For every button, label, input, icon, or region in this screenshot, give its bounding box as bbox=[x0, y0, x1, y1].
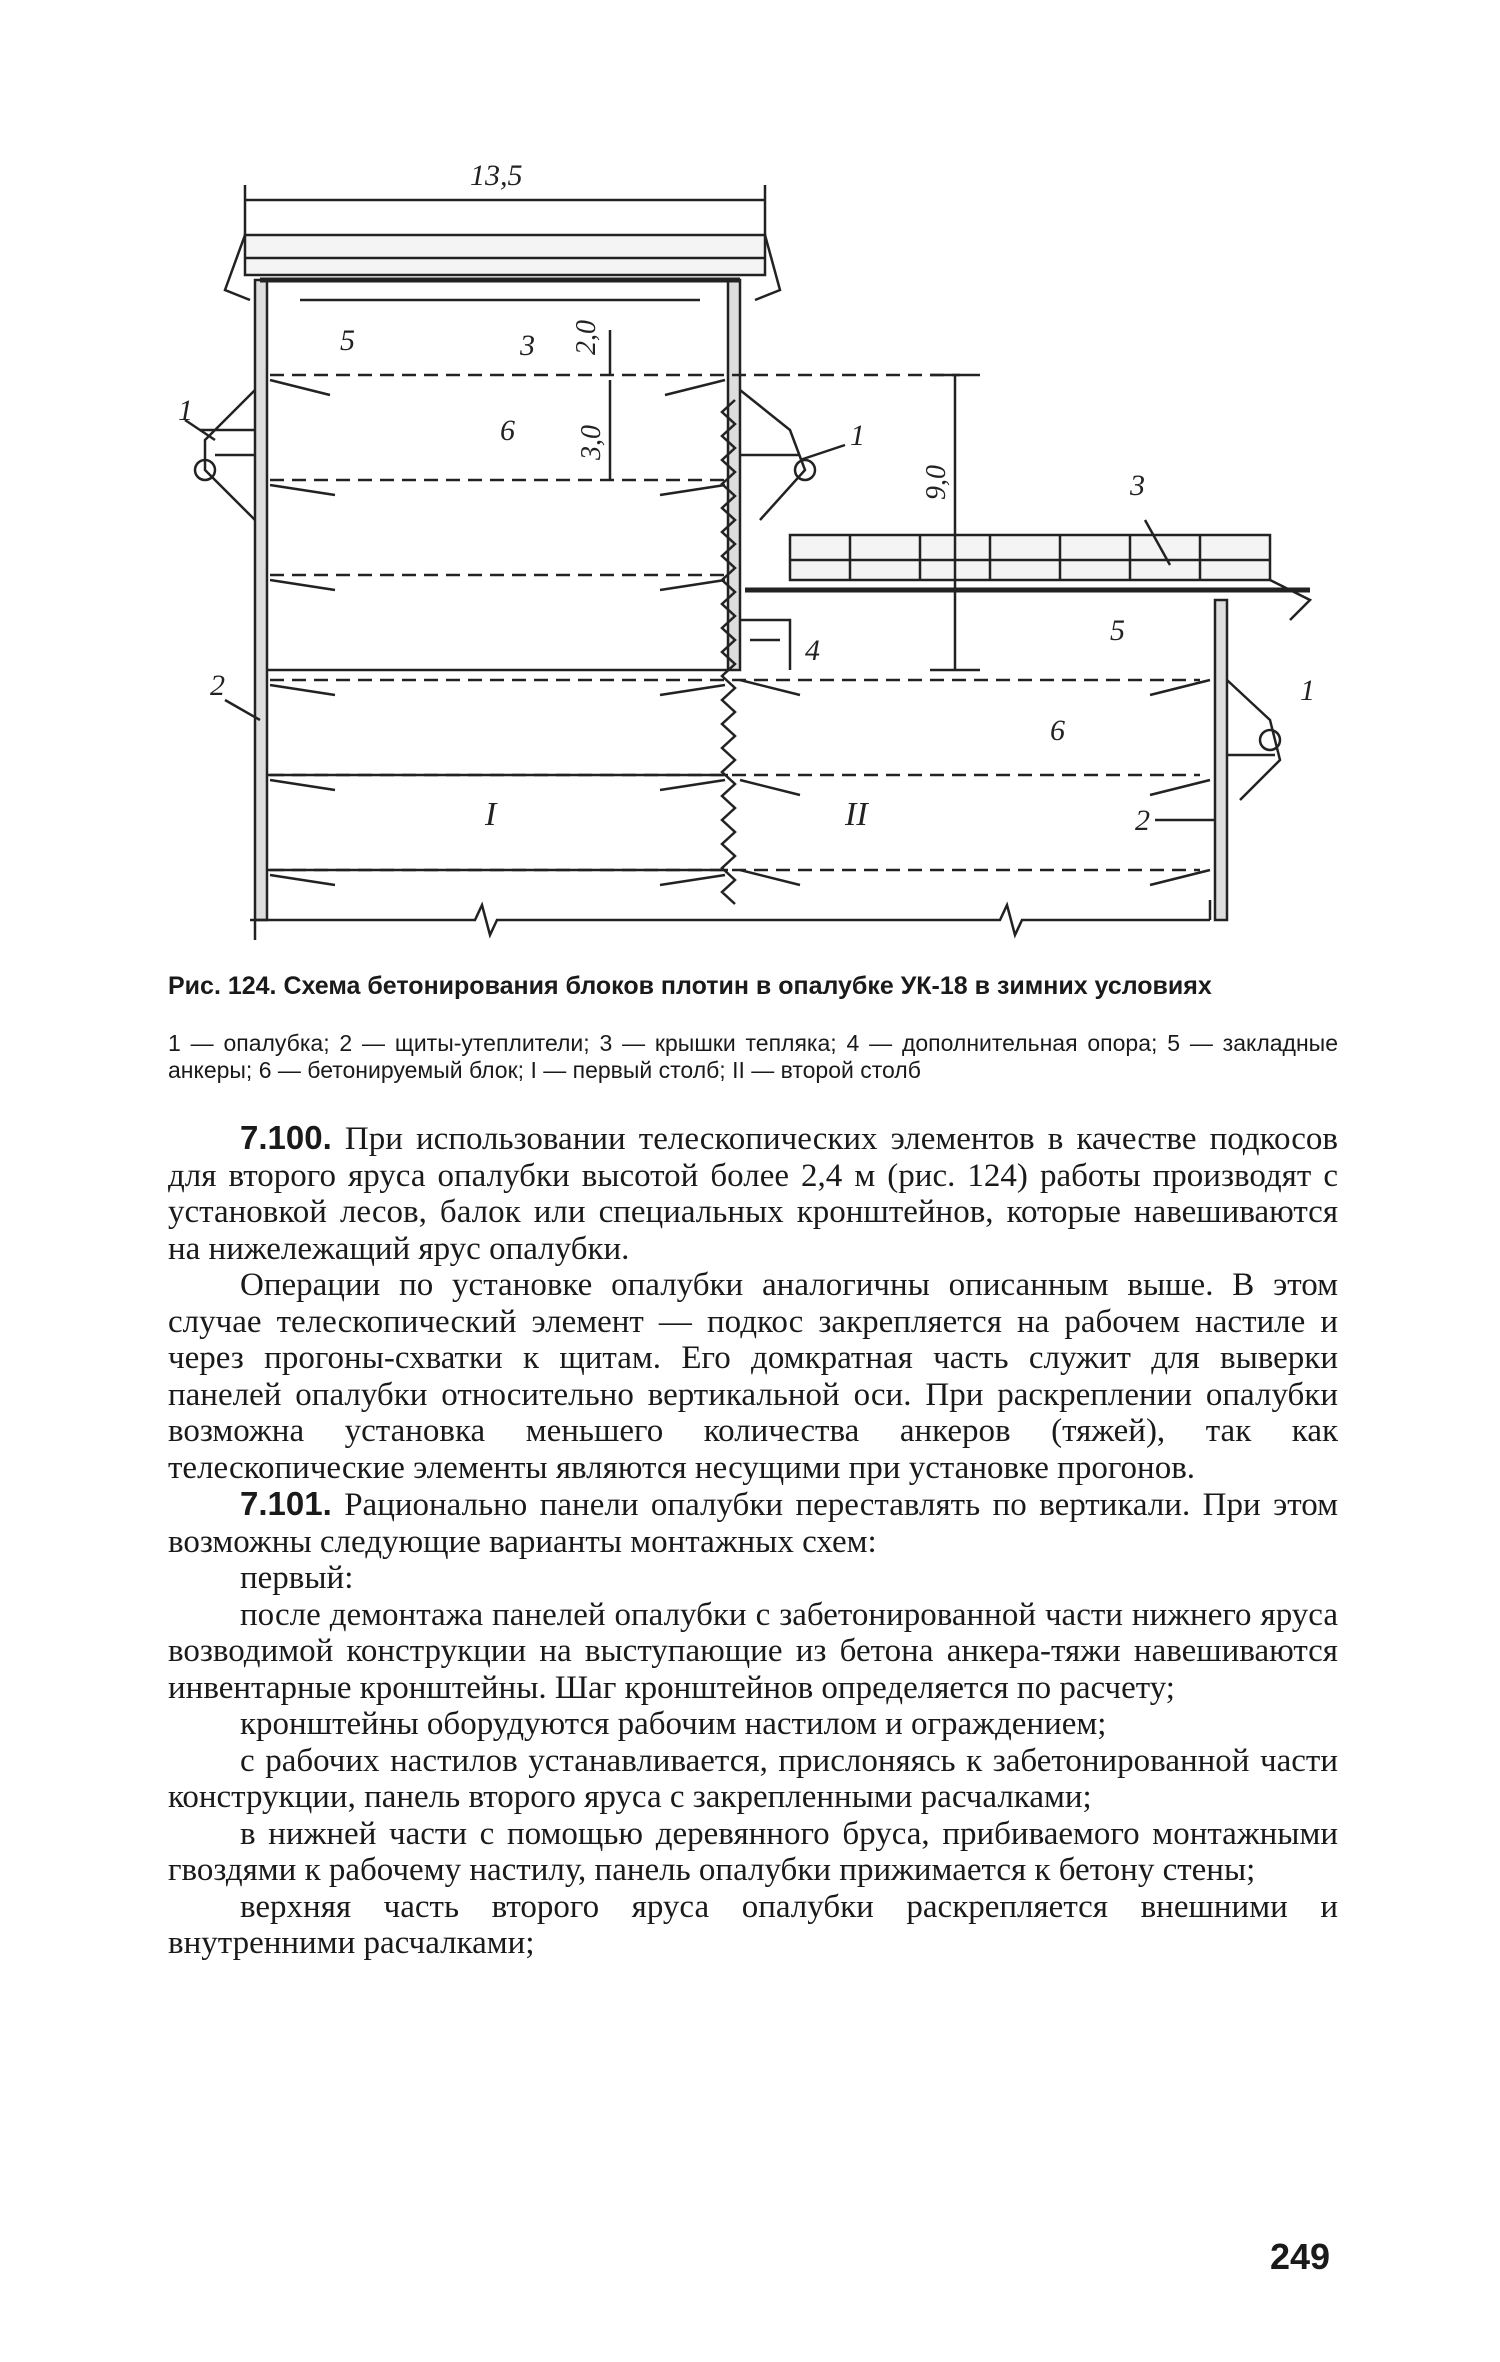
bracket-mid bbox=[740, 390, 805, 520]
paragraph: после демонтажа панелей опалубки с забетонированной части нижнего яруса возводимой конструкции на выступающие из бетона анкера-тяжи навешиваются инвентарные кронштейны. Шаг кронштейнов определяется по расчету; bbox=[168, 1596, 1338, 1706]
label-4: 4 bbox=[805, 634, 820, 667]
label-6-right: 6 bbox=[1050, 714, 1065, 747]
body-text bbox=[168, 1120, 1338, 1962]
label-1-left: 1 bbox=[178, 394, 193, 427]
page-number: 249 bbox=[1270, 2236, 1331, 2277]
section-number: 7.100. bbox=[240, 1119, 332, 1156]
roof-right bbox=[790, 535, 1270, 580]
formwork-right-wall bbox=[1215, 600, 1227, 920]
paragraph: с рабочих настилов устанавливается, прислоняясь к забетонированной части конструкции, панель второго яруса с закрепленными расчалками; bbox=[168, 1742, 1338, 1815]
bracket-left bbox=[200, 390, 255, 520]
label-9-0: 9,0 bbox=[921, 465, 952, 500]
label-3-0: 3,0 bbox=[576, 425, 607, 460]
label-3-right: 3 bbox=[1130, 469, 1145, 502]
label-5-left: 5 bbox=[340, 324, 355, 357]
paragraph-text: Рационально панели опалубки переставлять по вертикали. При этом возможны следующие варианты монтажных схем: bbox=[168, 1487, 1339, 1560]
paragraph: верхняя часть второго яруса опалубки раскрепляется внешними и внутренними расчалками; bbox=[168, 1888, 1338, 1961]
label-13-5: 13,5 bbox=[470, 159, 523, 192]
label-5-right: 5 bbox=[1110, 614, 1125, 647]
section-number: 7.101. bbox=[240, 1485, 332, 1522]
formwork-left-wall bbox=[255, 280, 267, 920]
paragraph: кронштейны оборудуются рабочим настилом и ограждением; bbox=[240, 1706, 1107, 1742]
label-3-left: 3 bbox=[520, 329, 535, 362]
figure-legend: 1 — опалубка; 2 — щиты-утеплители; 3 — крышки тепляка; 4 — дополнительная опора; 5 — закладные анкеры; 6 — бетонируемый блок; I — первый столб; II — второй столб bbox=[168, 1030, 1338, 1083]
formwork-diagram bbox=[150, 150, 1350, 950]
paragraph-7-100 bbox=[168, 1120, 1338, 1267]
label-1-right: 1 bbox=[1300, 674, 1315, 707]
label-2-left: 2 bbox=[210, 669, 225, 702]
label-2-right: 2 bbox=[1135, 804, 1150, 837]
support-4 bbox=[740, 620, 790, 670]
figure-caption-title: Рис. 124. Схема бетонирования блоков плотин в опалубке УК-18 в зимних условиях bbox=[168, 972, 1212, 1000]
roof-left bbox=[245, 235, 765, 275]
paragraph: Операции по установке опалубки аналогичны описанным выше. В этом случае телескопический элемент — подкос закрепляется на рабочем настиле и через прогоны-схватки к щитам. Его домкратная часть служит для выверки панелей опалубки относительно вертикальной оси. При раскреплении опалубки возможна установка меньшего количества анкеров (тяжей), так как телескопические элементы являются несущими при установке прогонов. bbox=[168, 1267, 1338, 1486]
paragraph-text: При использовании телескопических элементов в качестве подкосов для второго яруса опалубки высотой более 2,4 м (рис. 124) работы производят с установкой лесов, балок или специальных кронштейнов, которые навешиваются на нижележащий ярус опалубки. bbox=[168, 1121, 1339, 1267]
paragraph: первый: bbox=[240, 1560, 354, 1596]
label-1-mid: 1 bbox=[850, 419, 865, 452]
paragraph: в нижней части с помощью деревянного бруса, прибиваемого монтажными гвоздями к рабочему настилу, панель опалубки прижимается к бетону стены; bbox=[168, 1815, 1338, 1888]
label-block-I: I bbox=[485, 796, 497, 833]
paragraph-7-101 bbox=[168, 1486, 1338, 1560]
bracket-right bbox=[1227, 680, 1280, 800]
label-6-left: 6 bbox=[500, 414, 515, 447]
label-2-0: 2,0 bbox=[571, 320, 602, 355]
label-block-II: II bbox=[845, 796, 868, 833]
